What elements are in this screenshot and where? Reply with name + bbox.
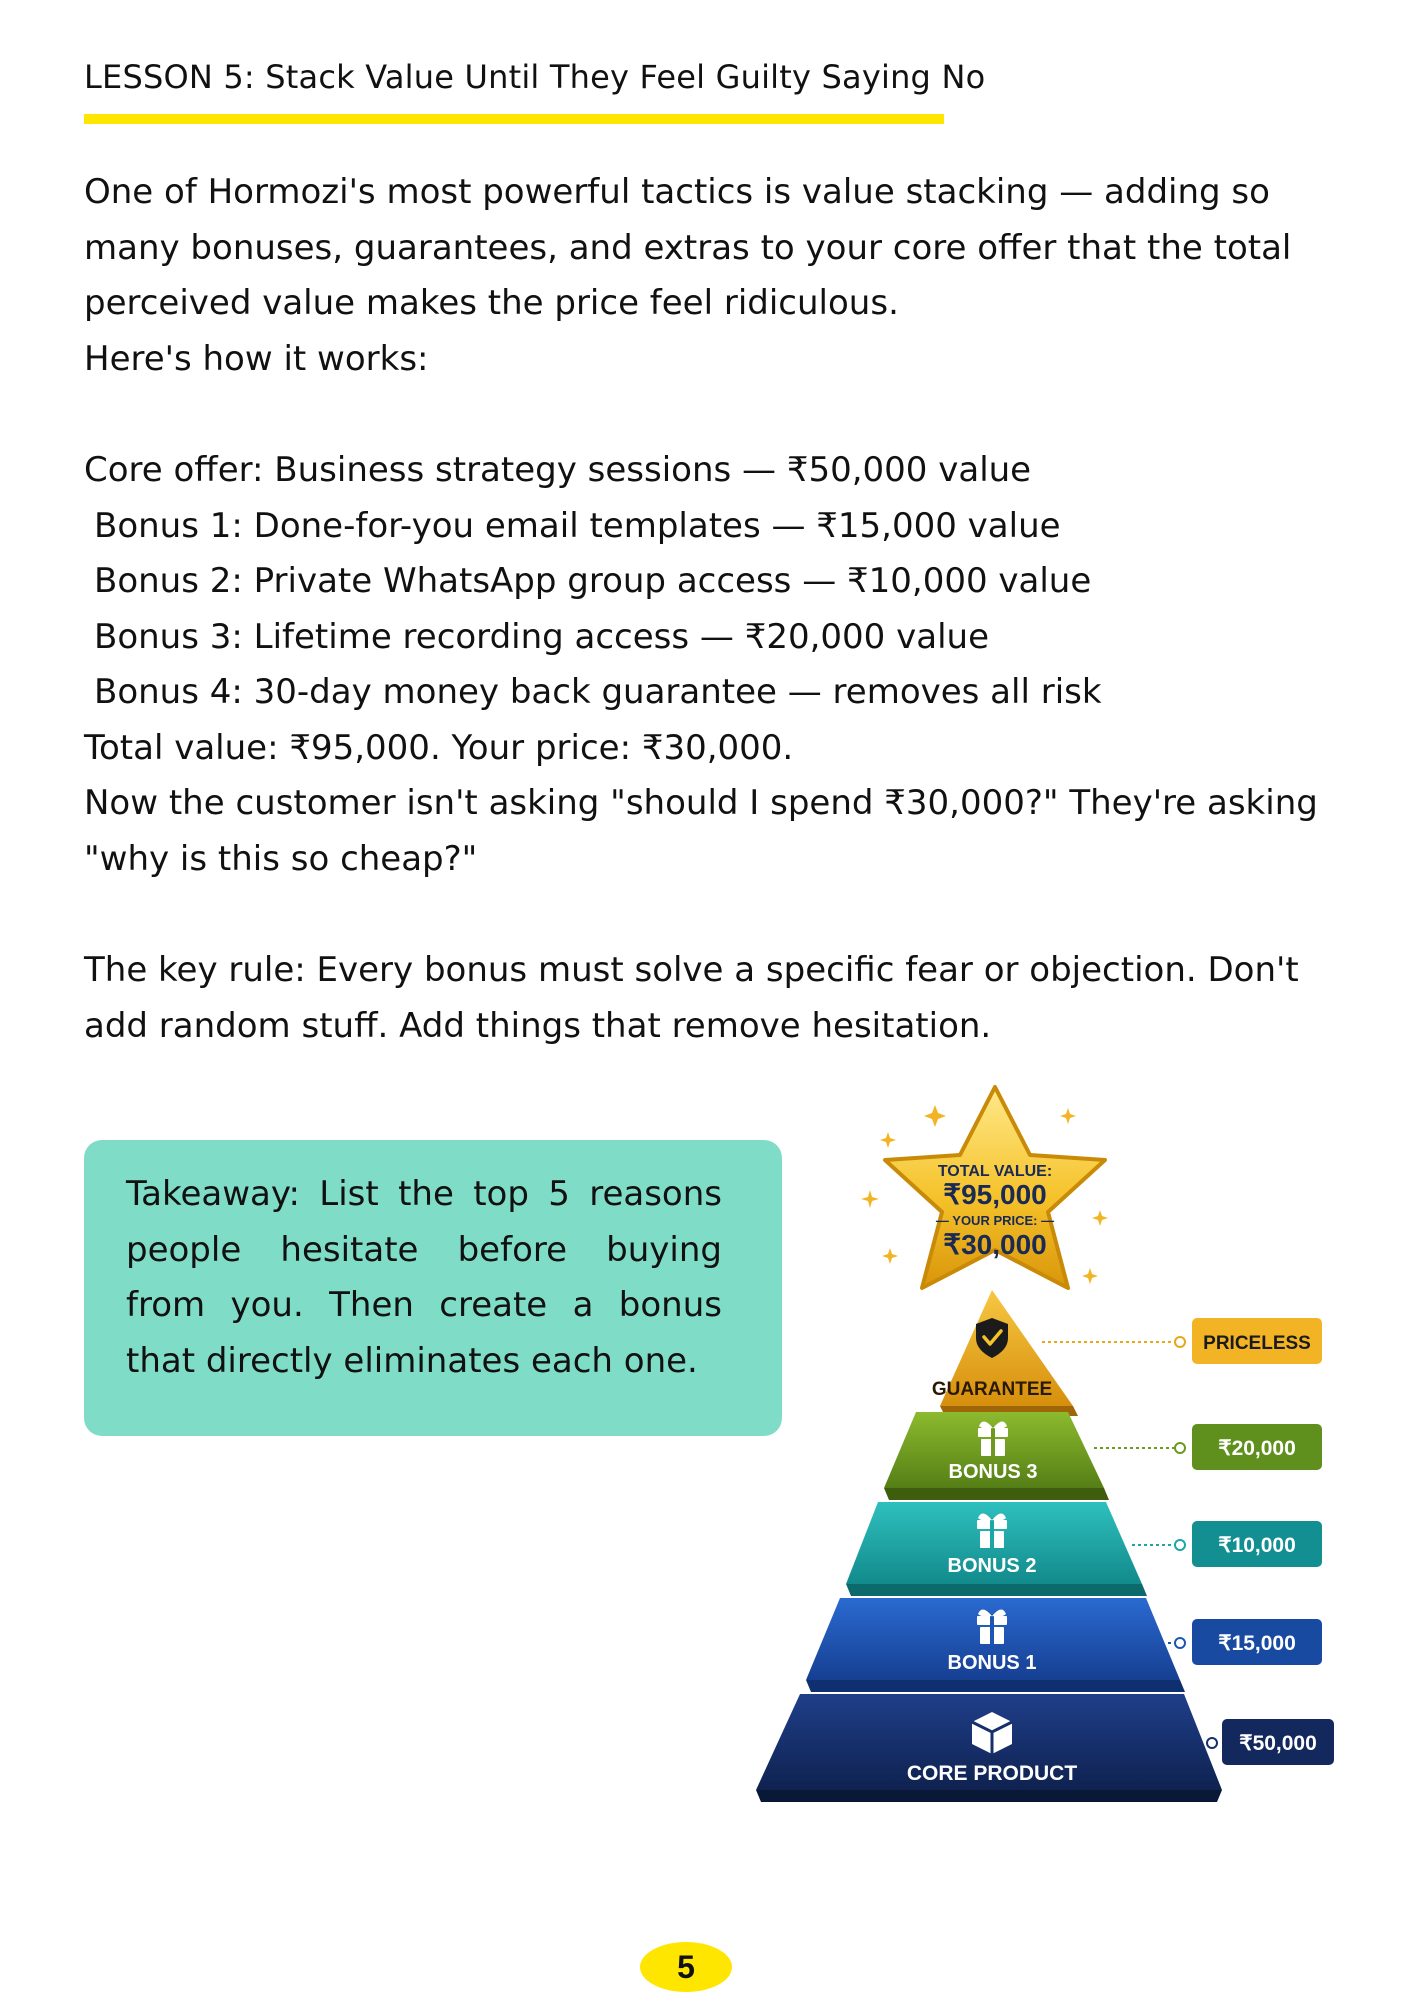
value-tag-core-product <box>1222 1719 1334 1765</box>
offer-line-bonus-2: Bonus 2: Private WhatsApp group access — ₹10,000 value <box>94 561 1092 601</box>
lesson-heading: LESSON 5: Stack Value Until They Feel Guilty Saying No <box>84 58 986 96</box>
intro-paragraph <box>84 165 1324 387</box>
tier-label-guarantee: GUARANTEE <box>931 1379 1053 1400</box>
value-tag-text: ₹50,000 <box>1239 1732 1317 1755</box>
key-rule-text: The key rule: Every bonus must solve a specific fear or objection. Don't add random stuff. Add things that remove hesitation. <box>84 950 1299 1046</box>
offer-line-bonus-4: Bonus 4: 30-day money back guarantee — removes all risk <box>94 672 1102 712</box>
offer-line-core: Core offer: Business strategy sessions — ₹50,000 value <box>84 450 1032 490</box>
tier-label-bonus-1: BONUS 1 <box>947 1652 1037 1674</box>
value-tag-text: ₹15,000 <box>1218 1632 1296 1655</box>
star-total-value: ₹95,000 <box>943 1179 1047 1210</box>
star-total-label: TOTAL VALUE: <box>937 1163 1053 1180</box>
offer-line-bonus-3: Bonus 3: Lifetime recording access — ₹20,000 value <box>94 616 989 657</box>
star-price-value: ₹30,000 <box>943 1229 1047 1260</box>
tier-guarantee <box>932 1290 1078 1416</box>
value-tag-bonus-1 <box>1192 1619 1322 1665</box>
customer-question: Now the customer isn't asking "should I spend ₹30,000?" They're asking "why is this so cheap?" <box>84 783 1318 879</box>
intro-text: One of Hormozi's most powerful tactics is value stacking — adding so many bonuses, guarantees, and extras to your core offer that the total perceived value makes the price feel ridiculous. <box>84 172 1292 323</box>
tier-core-product <box>756 1694 1222 1802</box>
value-tag-text: PRICELESS <box>1203 1333 1311 1354</box>
tier-label-bonus-2: BONUS 2 <box>947 1555 1037 1577</box>
heading-underline <box>84 114 944 124</box>
value-pyramid-infographic <box>740 1070 1340 1810</box>
value-tag-bonus-3 <box>1192 1424 1322 1470</box>
page-number-badge: 5 <box>640 1942 732 1992</box>
totals-line: Total value: ₹95,000. Your price: ₹30,000. <box>84 727 794 768</box>
takeaway-text: Takeaway: List the top 5 reasons people hesitate before buying from you. Then create a bonus that directly eliminates each one. <box>126 1174 722 1381</box>
tier-bonus-3 <box>884 1412 1109 1500</box>
offer-line-bonus-1: Bonus 1: Done-for-you email templates — ₹15,000 value <box>94 505 1061 546</box>
value-tag-guarantee <box>1192 1318 1322 1364</box>
tier-label-bonus-3: BONUS 3 <box>948 1461 1038 1483</box>
value-tag-bonus-2 <box>1192 1521 1322 1567</box>
key-rule-paragraph <box>84 943 1324 1054</box>
tier-bonus-2 <box>846 1502 1147 1596</box>
tier-label-core-product: CORE PRODUCT <box>906 1762 1078 1785</box>
value-tag-text: ₹10,000 <box>1218 1534 1296 1557</box>
takeaway-box <box>84 1140 782 1436</box>
value-tag-text: ₹20,000 <box>1218 1437 1296 1460</box>
intro-how: Here's how it works: <box>84 338 429 379</box>
offer-list <box>84 443 1324 887</box>
tier-bonus-1 <box>806 1598 1185 1692</box>
star-price-label: — YOUR PRICE: — <box>935 1213 1055 1228</box>
